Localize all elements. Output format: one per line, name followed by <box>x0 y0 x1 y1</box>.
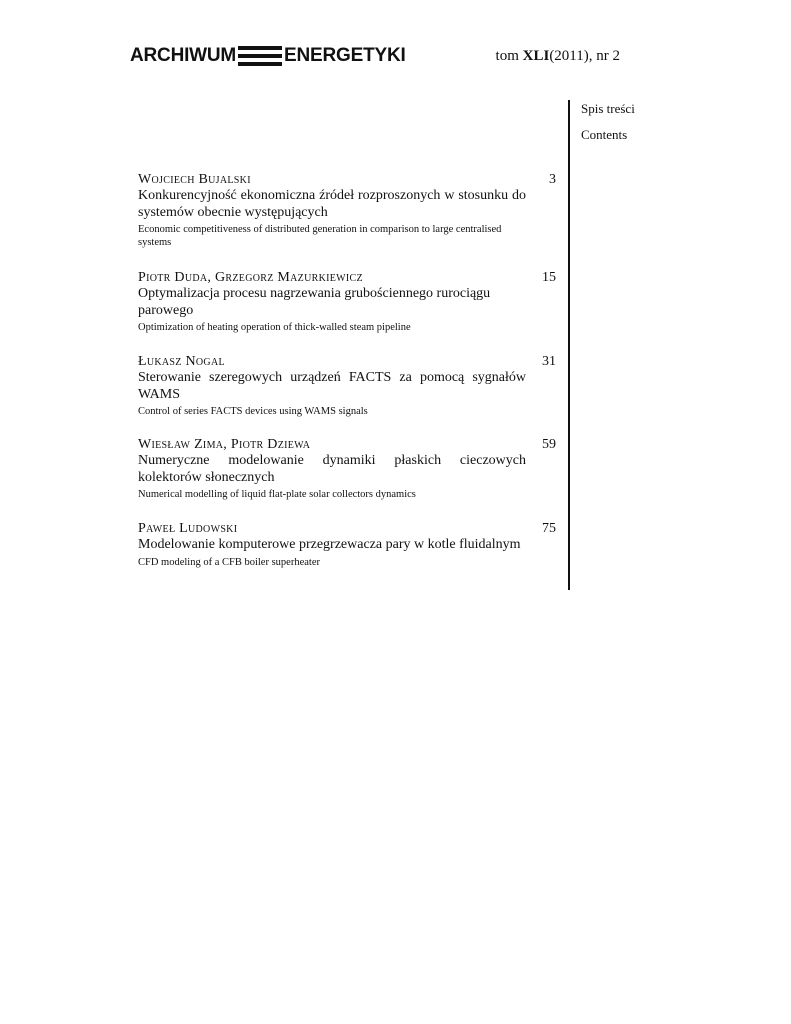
logo-word-energetyki: ENERGETYKI <box>284 45 406 66</box>
entry-title-pl: Sterowanie szeregowych urządzeń FACTS za pomocą sygnałów WAMS <box>138 370 526 402</box>
entry-title-pl: Modelowanie komputerowe przegrzewacza pary w kotle fluidalnym <box>138 537 521 552</box>
toc-entry <box>138 171 526 249</box>
entry-title-pl: Optymalizacja procesu nagrzewania grubościennego rurociągu parowego <box>138 286 491 318</box>
margin-rule <box>568 100 570 590</box>
entry-authors: Wojciech Bujalski <box>138 172 251 187</box>
journal-logo <box>130 44 406 68</box>
entry-page-number: 31 <box>542 354 556 369</box>
entry-title-en: Numerical modelling of liquid flat-plate solar collectors dynamics <box>138 489 416 500</box>
entry-title-en: Economic competitiveness of distributed generation in comparison to large centralised systems <box>138 224 502 248</box>
entry-authors: Łukasz Nogal <box>138 354 225 369</box>
entry-title-pl: Numeryczne modelowanie dynamiki płaskich cieczowych kolektorów słonecznych <box>138 453 526 485</box>
entry-authors: Paweł Ludowski <box>138 521 238 536</box>
sidebar-label-pl: Spis treści <box>581 101 635 116</box>
logo-word-archiwum: ARCHIWUM <box>130 45 237 66</box>
toc-entry <box>138 353 526 418</box>
entry-title-en: Control of series FACTS devices using WAMS signals <box>138 406 368 417</box>
logo-bars-icon <box>238 46 282 66</box>
issue-volume: XLI <box>522 48 550 64</box>
entry-title-en: CFD modeling of a CFB boiler superheater <box>138 556 320 568</box>
entry-page-number: 59 <box>542 437 556 452</box>
entry-authors: Wiesław Zima, Piotr Dziewa <box>138 437 311 452</box>
toc-entry <box>138 269 526 334</box>
entry-page-number: 75 <box>542 521 556 536</box>
entry-authors: Piotr Duda, Grzegorz Mazurkiewicz <box>138 270 363 285</box>
sidebar-label-en: Contents <box>581 127 628 142</box>
issue-info <box>496 47 620 65</box>
toc-entry <box>138 520 526 569</box>
issue-prefix: tom <box>495 48 523 64</box>
entry-title-en: Optimization of heating operation of thick-walled steam pipeline <box>138 322 411 333</box>
entry-title-pl: Konkurencyjność ekonomiczna źródeł rozproszonych w stosunku do systemów obecnie występujących <box>138 188 526 220</box>
toc-entry <box>138 436 526 501</box>
entry-page-number: 3 <box>549 172 556 187</box>
issue-suffix: (2011), nr 2 <box>549 48 620 64</box>
entry-page-number: 15 <box>542 270 556 285</box>
